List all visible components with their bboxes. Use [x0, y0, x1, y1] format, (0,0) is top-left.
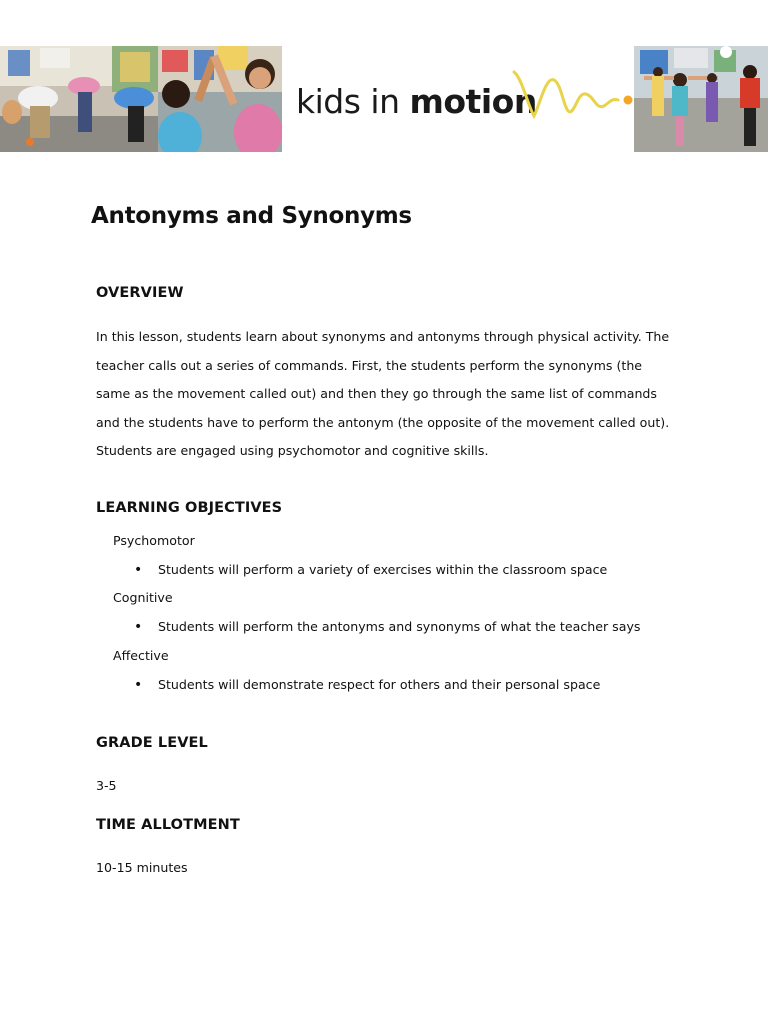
- objective-text: Students will perform the antonyms and synonyms of what the teacher says: [158, 619, 641, 634]
- objective-category-psychomotor: Psychomotor: [113, 533, 195, 548]
- kids-balance-photo: [634, 46, 768, 152]
- overview-line: same as the movement called out) and then they go through the same list of commands: [96, 386, 657, 402]
- bullet-icon: •: [134, 562, 143, 578]
- time-allotment-heading: TIME ALLOTMENT: [96, 817, 240, 833]
- logo-text: [296, 82, 537, 121]
- objective-bullet-affective: [134, 677, 600, 693]
- overview-line: and the students have to perform the antonym (the opposite of the movement called out).: [96, 414, 670, 430]
- page-title: Antonyms and Synonyms: [91, 203, 412, 229]
- grade-level-heading: GRADE LEVEL: [96, 735, 208, 751]
- classroom-stretch-photo: [0, 46, 158, 152]
- overview-line: Students are engaged using psychomotor and cognitive skills.: [96, 443, 489, 459]
- overview-paragraph: [96, 323, 676, 466]
- bullet-icon: •: [134, 619, 143, 635]
- overview-line: teacher calls out a series of commands. First, the students perform the synonyms (the: [96, 357, 643, 373]
- objective-category-affective: Affective: [113, 648, 169, 663]
- logo-swoosh-icon: [504, 56, 634, 126]
- time-allotment-value: 10-15 minutes: [96, 860, 188, 875]
- learning-objectives-heading: LEARNING OBJECTIVES: [96, 500, 283, 516]
- objective-text: Students will demonstrate respect for others and their personal space: [158, 677, 601, 692]
- grade-level-value: 3-5: [96, 778, 117, 793]
- objective-bullet-cognitive: [134, 619, 640, 635]
- bullet-icon: •: [134, 677, 143, 693]
- objective-category-cognitive: Cognitive: [113, 590, 173, 605]
- objective-text: Students will perform a variety of exercises within the classroom space: [158, 562, 608, 577]
- logo-word-motion: motion: [409, 82, 537, 121]
- overview-line: In this lesson, students learn about synonyms and antonyms through physical activity. The: [96, 329, 670, 344]
- kids-in-motion-logo: [296, 56, 632, 136]
- header-banner: [0, 46, 768, 152]
- objective-bullet-psychomotor: [134, 562, 607, 578]
- logo-word-kids-in: kids in: [296, 82, 400, 121]
- overview-heading: OVERVIEW: [96, 285, 184, 301]
- kids-hands-up-photo: [158, 46, 282, 152]
